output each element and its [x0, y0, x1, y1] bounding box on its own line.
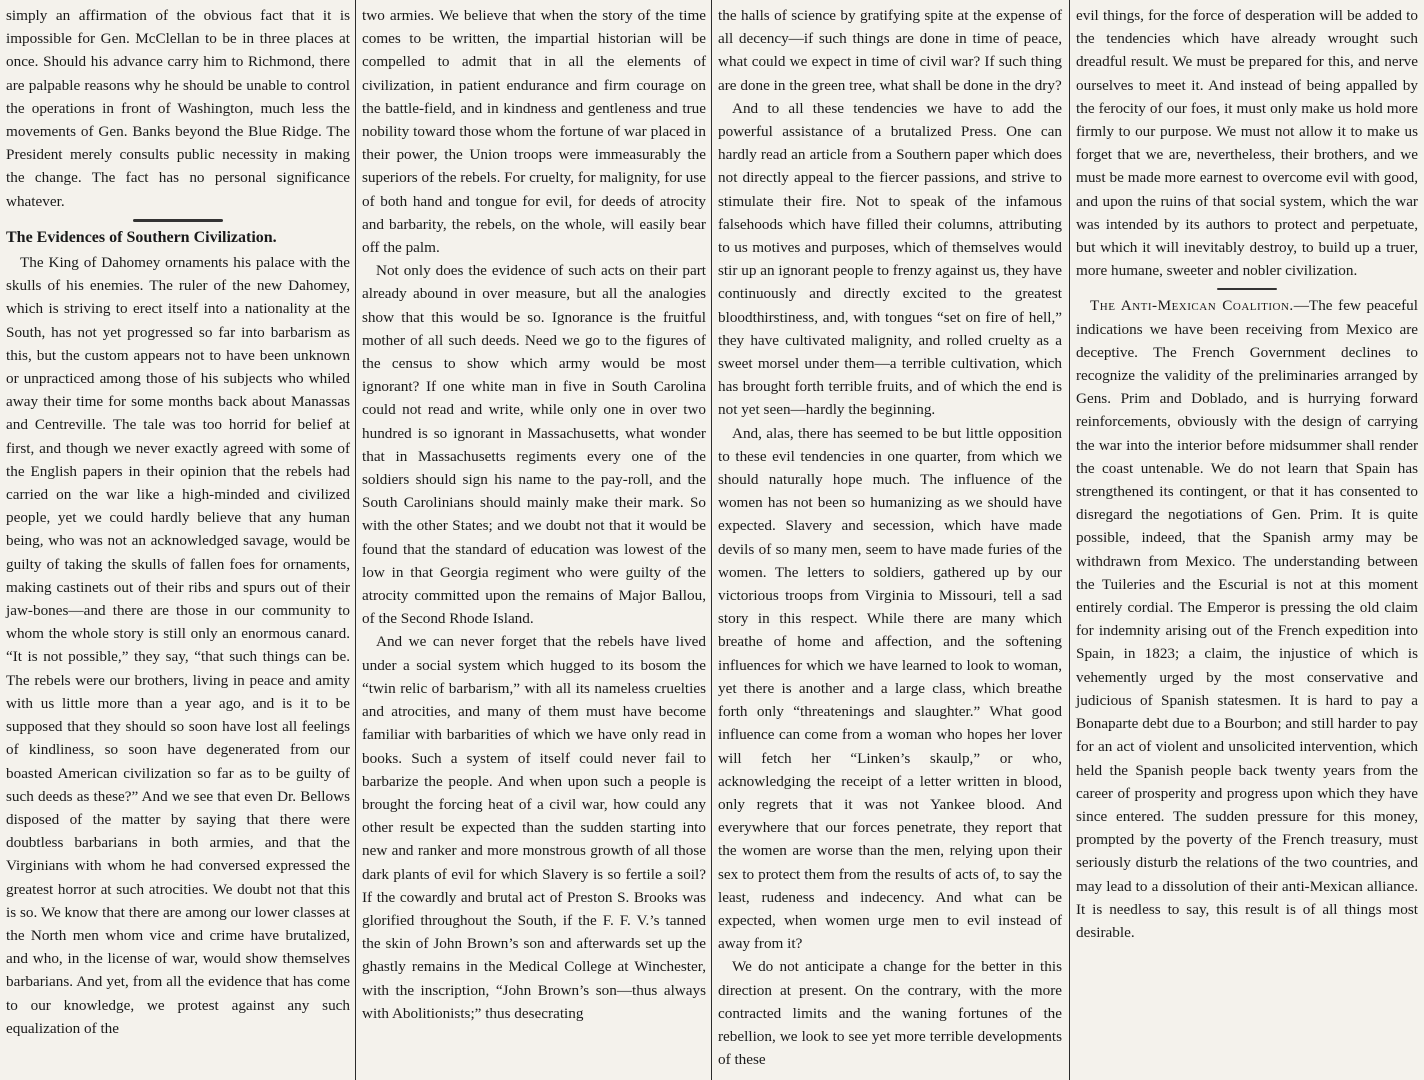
- paragraph: The King of Dahomey ornaments his palace with the skulls of his enemies. The ruler of the new Dahomey, which is striving to erect itself into a nationality at the South, has not yet progressed so far into barbarism as this, but the custom appears not to have been unknown or unpracticed among those of his subjects who whiled away their time for some months back about Manassas and Centreville. The tale was too horrid for belief at first, and though we never exactly agreed with some of the English papers in their opinion that the rebels had carried on the war like a high-minded and civilized people, yet we could hardly believe that any human being, who was not an acknowledged savage, would be guilty of taking the skulls of fallen foes for ornaments, making castinets out of their ribs and spurs out of their jaw-bones—and there are those in our community to whom the whole story is still only an enormous canard. “It is not possible,” they say, “that such things can be. The rebels were our brothers, living in peace and amity with us little more than a year ago, and is it to be supposed that they should so soon have lost all feelings of kindliness, so soon have degenerated from our boasted American civilization so far as to be guilty of such deeds as these?” And we see that even Dr. Bellows disposed of the matter by saying that there were doubtless barbarians in both armies, and that the Virginians with whom he had conversed expressed the greatest horror at such atrocities. We doubt not that this is so. We know that there are among our lower classes at the North men whom vice and crime have brutalized, and who, in the license of war, would show themselves barbarians. And yet, from all the evidence that has come to our knowledge, we protest against any such equalization of the: [6, 254, 350, 1037]
- paragraph: the halls of science by gratifying spite at the expense of all decency—if such things are done in time of peace, what could we expect in time of civil war? If such thing are done in the green tree, what shall be done in the dry?: [718, 7, 1062, 94]
- column-rule: [1069, 0, 1070, 1080]
- paragraph: two armies. We believe that when the story of the time comes to be written, the impartial historian will be compelled to admit that in all the elements of civilization, in patient endurance and firm courage on the battle-field, and in kindness and gentleness and true nobility toward those whom the fortune of war placed in their power, the Union troops were immeasurably the superiors of the rebels. For cruelty, for malignity, for use of both hand and tongue for evil, for deeds of atrocity and barbarity, the rebels, on the whole, will easily bear off the palm.: [362, 7, 706, 257]
- column-3: [718, 4, 1062, 1074]
- paragraph: And, alas, there has seemed to be but little opposition to these evil tendencies in one quarter, from which we should naturally hope much. The influence of the women has not been so humanizing as we should have expected. Slavery and secession, which have made devils of so many men, seem to have made furies of the women. The letters to soldiers, gathered up by our victorious troops from Virginia to Missouri, tell a sad story in this respect. While there are many which breathe of home and affection, and the softening influences for which we have learned to look to woman, yet there is another and a large class, which breathe forth only “threatenings and slaughter.” What good influence can come from a woman who hopes her lover will fetch her “Linken’s skaulp,” or who, acknowledging the receipt of a letter written in blood, only regrets that it was not Yankee blood. And everywhere that our forces penetrate, they report that the women are worse than the men, relying upon their sex to protect them from the results of acts of, to say the least, rudeness and indecency. And what can be expected, when women urge men to evil instead of away from it?: [718, 424, 1062, 953]
- column-rule: [711, 0, 712, 1080]
- paragraph: [1076, 294, 1418, 944]
- paragraph: Not only does the evidence of such acts on their part already abound in over measure, but all the analogies show that this would be so. Ignorance is the fruitful mother of all such deeds. Need we go to the figures of the census to show which army would be most ignorant? If one white man in five in South Carolina could not read and write, while only one in over two hundred is so ignorant in Massachusetts, what wonder that in Massachusetts regiments every one of the soldiers should sign his name to the pay-roll, and the South Carolinians should mainly make their mark. So with the other States; and we doubt not that it would be found that the standard of education was lowest of the low in that Georgia regiment who were guilty of the atrocity committed upon the remains of Major Ballou, of the Second Rhode Island.: [362, 262, 706, 628]
- article-lead: The Anti-Mexican Coalition.: [1090, 297, 1294, 315]
- column-4: [1076, 4, 1418, 941]
- column-rule: [355, 0, 356, 1080]
- paragraph: We do not anticipate a change for the better in this direction at present. On the contrary, with the more contracted limits and the waning fortunes of the rebellion, we look to see yet more terrible developments of these: [718, 958, 1062, 1069]
- column-1: [6, 4, 350, 1076]
- section-divider: [1217, 288, 1277, 290]
- paragraph: And we can never forget that the rebels have lived under a social system which hugged to its bosom the “twin relic of barbarism,” with all its nameless cruelties and atrocities, and many of them must have become familiar with barbarities of which we have only read in books. Such a system of itself could never fail to barbarize the people. And when upon such a people is brought the forcing heat of a civil war, how could any other result be expected than the sudden starting into new and ranker and more monstrous growth of all those dark plants of evil for which Slavery is so fertile a soil? If the cowardly and brutal act of Preston S. Brooks was glorified throughout the South, if the F. F. V.’s tanned the skin of John Brown’s son and afterwards set up the ghastly remains in the Medical College at Winchester, with the inscription, “John Brown’s son—thus always with Abolitionists;” thus desecrating: [362, 633, 706, 1022]
- paragraph: And to all these tendencies we have to add the powerful assistance of a brutalized Press. One can hardly read an article from a Southern paper which does not directly appeal to the fiercer passions, and strive to stimulate their fire. Not to speak of the infamous falsehoods which have filled their columns, attributing to us motives and purposes, which of themselves would stir up an ignorant people to frenzy against us, they have continuously and directly excited to the greatest bloodthirstiness, and, with tongues “set on fire of hell,” they have cultivated malignity, and rolled cruelty as a sweet morsel under them—a terrible cultivation, which has brought forth terrible fruits, and of which the end is not yet seen—hardly the beginning.: [718, 99, 1062, 419]
- column-2: [362, 4, 706, 1076]
- section-divider: [133, 219, 223, 222]
- article-heading: The Evidences of Southern Civilization.: [6, 228, 277, 246]
- article-body: —The few peaceful indications we have been receiving from Mexico are deceptive. The French Government declines to recognize the validity of the preliminaries arranged by Gens. Prim and Doblado, and is hurrying forward reinforcements, obviously with the design of carrying the war into the interior before midsummer shall render the coast untenable. We do not learn that Spain has strengthened its contingent, or that it has consented to disregard the negotiations of Gen. Prim. It is quite possible, indeed, that the Spanish army may be withdrawn from Mexico. The understanding between the Tuileries and the Escurial is not at this moment entirely cordial. The Emperor is pressing the old claim for indemnity arising out of the French expedition into Spain, in 1823; a claim, the injustice of which is vehemently urged by the most conservative and judicious of Spanish statesmen. It is hard to pay a Bonaparte debt due to a Bourbon; and still harder to pay for an act of violent and unsolicited intervention, which held the Spanish people back twenty years from the career of prosperity and progress upon which they have since entered. The sudden pressure for this money, prompted by the poverty of the French treasury, must seriously disturb the relations of the two countries, and may lead to a dissolution of their anti-Mexican alliance. It is needless to say, this result is of all things most desirable.: [1076, 297, 1418, 941]
- paragraph: simply an affirmation of the obvious fact that it is impossible for Gen. McClellan to be in three places at once. Should his advance carry him to Richmond, there are palpable reasons why he should be unable to control the operations in front of Washington, much less the movements of Gen. Banks beyond the Blue Ridge. The President merely consults public necessity in making the change. The fact has no personal significance whatever.: [6, 7, 350, 210]
- paragraph: evil things, for the force of desperation will be added to the tendencies which have already wrought such dreadful result. We must be prepared for this, and nerve ourselves to meet it. And instead of being appalled by the ferocity of our foes, it must only make us hold more firmly to our purpose. We must not allow it to make us forget that we are, nevertheless, their brothers, and we must be made more earnest to overcome evil with good, and upon the ruins of that social system, which the war was intended by its authors to protect and perpetuate, but which it will inevitably destroy, to build up a truer, more humane, sweeter and nobler civilization.: [1076, 7, 1418, 280]
